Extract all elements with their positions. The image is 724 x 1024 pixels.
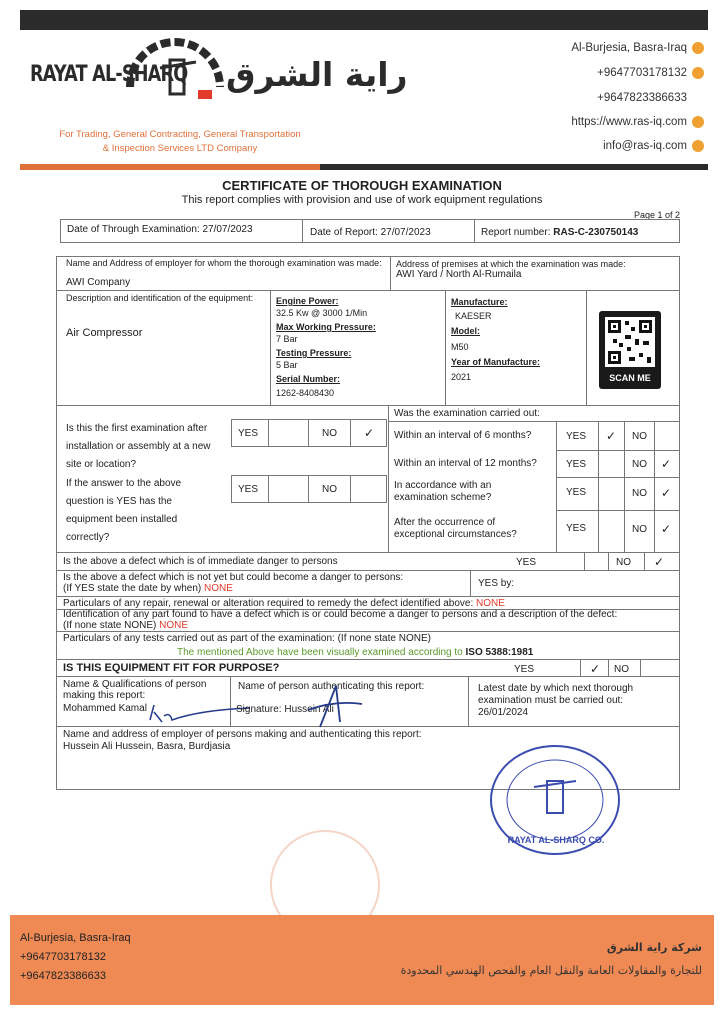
- description-value: Air Compressor: [66, 327, 143, 339]
- authenticator-label: Name of person authenticating this report:: [238, 681, 425, 692]
- exceptional-label: After the occurrence of exceptional circumstances?: [394, 517, 517, 540]
- installed-yes[interactable]: YES: [238, 484, 259, 495]
- certificate-subtitle: This report complies with provision and use of work equipment regulations: [181, 194, 543, 206]
- engine-power-label: Engine Power:: [276, 296, 339, 306]
- defective-part-label: Identification of any part found to have a defect which is or could become a danger to persons and a description of the defect: (If none state NONE) NONE: [63, 609, 618, 631]
- fit-no[interactable]: NO: [614, 664, 629, 675]
- employer-persons-value: Hussein Ali Hussein, Basra, Burdjasia: [63, 741, 231, 752]
- employer-label: Name and Address of employer for whom the thorough examination was made:: [66, 258, 382, 268]
- interval-6-label: Within an interval of 6 months?: [394, 430, 532, 441]
- immediate-yes[interactable]: YES: [516, 557, 537, 568]
- interval-6-check-icon: ✓: [606, 429, 617, 443]
- header-phone-1: [597, 67, 704, 79]
- next-exam-value: 26/01/2024: [478, 707, 529, 718]
- yes-by-label: YES by:: [478, 578, 515, 589]
- interval-12-label: Within an interval of 12 months?: [394, 458, 537, 469]
- interval-12-check-icon: ✓: [661, 457, 672, 471]
- description-label: Description and identification of the equipment:: [66, 293, 254, 303]
- header-email-text[interactable]: info@ras-iq.com: [603, 140, 687, 153]
- header-website-text[interactable]: https://www.ras-iq.com: [571, 116, 687, 129]
- installed-no[interactable]: NO: [322, 484, 337, 495]
- company-subtitle-1: For Trading, General Contracting, General Transportation: [59, 129, 301, 140]
- qr-code-icon: [599, 311, 661, 373]
- first-exam-yes[interactable]: YES: [238, 428, 259, 439]
- signature-2-icon: [300, 682, 370, 732]
- company-name-arabic: راية الشرق: [226, 55, 408, 94]
- header-address: [571, 42, 704, 54]
- fit-for-purpose-label: IS THIS EQUIPMENT FIT FOR PURPOSE?: [63, 662, 280, 674]
- testing-pressure-label: Testing Pressure:: [276, 348, 352, 358]
- report-date: Date of Report: 27/07/2023: [310, 227, 431, 238]
- serial-label: Serial Number:: [276, 374, 341, 384]
- header-divider: [20, 164, 708, 170]
- scheme-no[interactable]: NO: [632, 488, 647, 499]
- max-pressure-label: Max Working Pressure:: [276, 322, 376, 332]
- immediate-check-icon: ✓: [654, 555, 665, 569]
- footer: [10, 915, 714, 1005]
- scheme-check-icon: ✓: [661, 486, 672, 500]
- company-subtitle-2: & Inspection Services LTD Company: [102, 143, 258, 154]
- model-value: M50: [451, 342, 469, 352]
- scan-me-label: SCAN ME: [609, 373, 651, 383]
- year-label: Year of Manufacture:: [451, 357, 541, 367]
- year-value: 2021: [451, 372, 472, 382]
- tests-value: The mentioned Above have been visually examined according to ISO 5388:1981: [177, 647, 534, 658]
- footer-arabic-desc: للتجارة والمقاولات العامة والنقل العام والفحص الهندسي المحدودة: [400, 964, 702, 977]
- exceptional-check-icon: ✓: [661, 522, 672, 536]
- header-address-text: Al-Burjesia, Basra-Iraq: [571, 42, 687, 55]
- first-exam-check-icon: ✓: [364, 426, 375, 440]
- scheme-label: In accordance with an examination scheme?: [394, 480, 492, 503]
- immediate-danger-label: Is the above a defect which is of immediate danger to persons: [63, 556, 338, 567]
- company-stamp: [490, 745, 620, 855]
- premises-value: AWI Yard / North Al-Rumaila: [396, 269, 522, 280]
- model-label: Model:: [451, 326, 480, 336]
- report-number: Report number: RAS-C-230750143: [481, 227, 639, 238]
- footer-phone-2: +9647823386633: [20, 970, 106, 982]
- next-exam-label: Latest date by which next thorough examination must be carried out:: [478, 683, 634, 706]
- manufacture-value: KAESER: [455, 311, 492, 321]
- tests-label: Particulars of any tests carried out as part of the examination: (If none state NONE): [63, 633, 431, 644]
- qualifications-value: Mohammed Kamal: [63, 703, 147, 714]
- qr-code[interactable]: [599, 311, 661, 389]
- future-danger-label: Is the above a defect which is not yet but could become a danger to persons: (If YES state the date by when) NONE: [63, 572, 404, 594]
- email-icon: [692, 140, 704, 152]
- phone-icon: [692, 67, 704, 79]
- footer-arabic-name: شركة راية الشرق: [606, 941, 702, 954]
- certificate-title: CERTIFICATE OF THOROUGH EXAMINATION: [222, 178, 502, 193]
- interval-12-no[interactable]: NO: [632, 459, 647, 470]
- stamp-text: RAYAT AL-SHARQ CO.: [507, 835, 605, 845]
- exceptional-no[interactable]: NO: [632, 524, 647, 535]
- first-exam-no[interactable]: NO: [322, 428, 337, 439]
- installed-question: If the answer to the above question is YES has the equipment been installed correctly?: [66, 478, 182, 543]
- engine-power-value: 32.5 Kw @ 3000 1/Min: [276, 308, 368, 318]
- interval-12-yes[interactable]: YES: [566, 459, 587, 470]
- globe-icon: [692, 116, 704, 128]
- qualifications-label: Name & Qualifications of person making this report:: [63, 679, 207, 701]
- scheme-yes[interactable]: YES: [566, 487, 587, 498]
- fit-check-icon: ✓: [590, 662, 601, 676]
- immediate-no[interactable]: NO: [616, 557, 631, 568]
- interval-6-no[interactable]: NO: [632, 431, 647, 442]
- premises-label: Address of premises at which the examination was made:: [396, 259, 626, 269]
- header-phone-1-text: +9647703178132: [597, 67, 687, 80]
- employer-value: AWI Company: [66, 277, 131, 288]
- footer-address: Al-Burjesia, Basra-Iraq: [20, 932, 131, 944]
- top-bar: [20, 10, 708, 30]
- exceptional-yes[interactable]: YES: [566, 523, 587, 534]
- header-email: [603, 140, 704, 152]
- repair-label: Particulars of any repair, renewal or alteration required to remedy the defect identified above: NONE: [63, 598, 505, 609]
- exam-date: Date of Through Examination: 27/07/2023: [67, 224, 253, 235]
- manufacture-label: Manufacture:: [451, 297, 508, 307]
- location-icon: [692, 42, 704, 54]
- company-name: RAYAT AL-SHARQ: [30, 62, 188, 87]
- employer-persons-label: Name and address of employer of persons making and authenticating this report:: [63, 729, 422, 740]
- carried-out-label: Was the examination carried out:: [394, 408, 540, 419]
- fit-yes[interactable]: YES: [514, 664, 535, 675]
- serial-value: 1262-8408430: [276, 388, 335, 398]
- first-exam-question: Is this the first examination after installation or assembly at a new site or location?: [66, 423, 211, 470]
- header-website: [571, 116, 704, 128]
- page-number: Page 1 of 2: [634, 210, 681, 220]
- interval-6-yes[interactable]: YES: [566, 431, 587, 442]
- footer-phone-1: +9647703178132: [20, 951, 106, 963]
- testing-pressure-value: 5 Bar: [276, 360, 298, 370]
- max-pressure-value: 7 Bar: [276, 334, 298, 344]
- header-phone-2: +9647823386633: [597, 92, 687, 104]
- authenticator-signature: Signature: Hussein Ali: [236, 704, 334, 715]
